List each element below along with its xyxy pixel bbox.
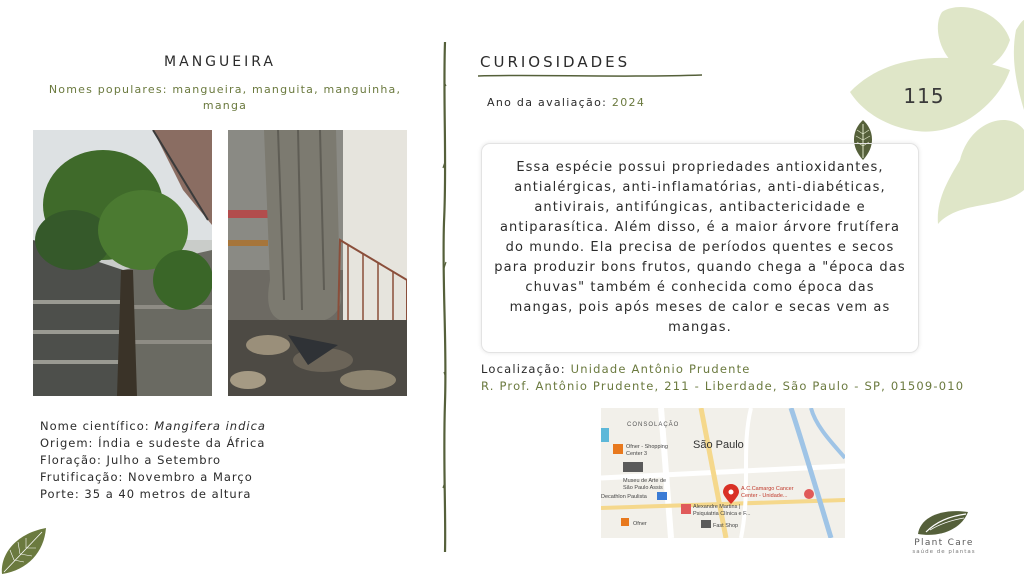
map-poi-1b: Center 3 [626, 451, 648, 457]
map-poi-1: Ofner - Shopping [626, 444, 668, 450]
origin-row: Origem: Índia e sudeste da África [40, 436, 266, 450]
curiosities-text: Essa espécie possui propriedades antioxidantes, antialérgicas, anti-inflamatórias, anti-diabéticas, antivirais, antifúngicas, antibactericidade e antiparasítica. Além disso, é a maior árvore frutífera do mundo. Ela precisa de períodos quentes e secos para produzir bons frutos, quando chega a "época das chuvas" também é conhecida como época das mangas, pois após meses de calor e secas vem as mangas. [494, 160, 906, 335]
leaf-corner-icon [0, 526, 50, 576]
map-poi-2: Museu de Arte de [623, 478, 667, 484]
scientific-value: Mangifera indica [154, 419, 266, 433]
location-map[interactable] [601, 408, 845, 538]
map-poi-7: Fast Shop [713, 523, 739, 529]
scientific-label: Nome científico: [40, 419, 155, 433]
location-row [481, 361, 964, 378]
brand-name: Plant Care [914, 538, 974, 548]
flowering-row: Floração: Julho a Setembro [40, 453, 222, 467]
map-district-label: CONSOLAÇÃO [627, 422, 680, 428]
tree-photo [33, 130, 212, 396]
scientific-name-row [40, 418, 400, 435]
address-text: R. Prof. Antônio Prudente, 211 - Liberdade, São Paulo - SP, 01509-010 [481, 379, 965, 393]
curiosities-title: CURIOSIDADES [480, 53, 631, 71]
plant-details [40, 418, 400, 503]
column-divider [438, 42, 452, 552]
map-poi-6: Ofner [633, 521, 647, 527]
map-poi-3: Decathlon Paulista [601, 494, 647, 500]
plant-title: MANGUEIRA [164, 54, 276, 70]
map-poi-4b: Center - Unidade... [741, 493, 788, 499]
map-poi-4: A.C.Camargo Cancer [741, 486, 794, 492]
map-city-label: São Paulo [693, 439, 744, 451]
location-value: Unidade Antônio Prudente [570, 362, 751, 376]
popular-names: Nomes populares: mangueira, manguita, manguinha, manga [48, 83, 402, 112]
location-block [481, 361, 964, 395]
page-number: 115 [903, 84, 945, 108]
trunk-photo [228, 130, 407, 396]
brand-tagline: saúde de plantas [912, 549, 976, 555]
map-poi-5b: Psiquiatria Clínica e F... [693, 511, 751, 517]
curiosities-box [481, 143, 919, 353]
year-label: Ano da avaliação: [487, 96, 612, 109]
location-label: Localização: [481, 362, 571, 376]
title-underline [478, 72, 702, 80]
map-poi-5: Alexandre Martins | [693, 504, 741, 510]
map-poi-2b: São Paulo Assis [623, 485, 663, 491]
size-row: Porte: 35 a 40 metros de altura [40, 487, 252, 501]
fruiting-row: Frutificação: Novembro a Março [40, 470, 253, 484]
evaluation-year [487, 96, 645, 109]
year-value: 2024 [611, 96, 646, 109]
